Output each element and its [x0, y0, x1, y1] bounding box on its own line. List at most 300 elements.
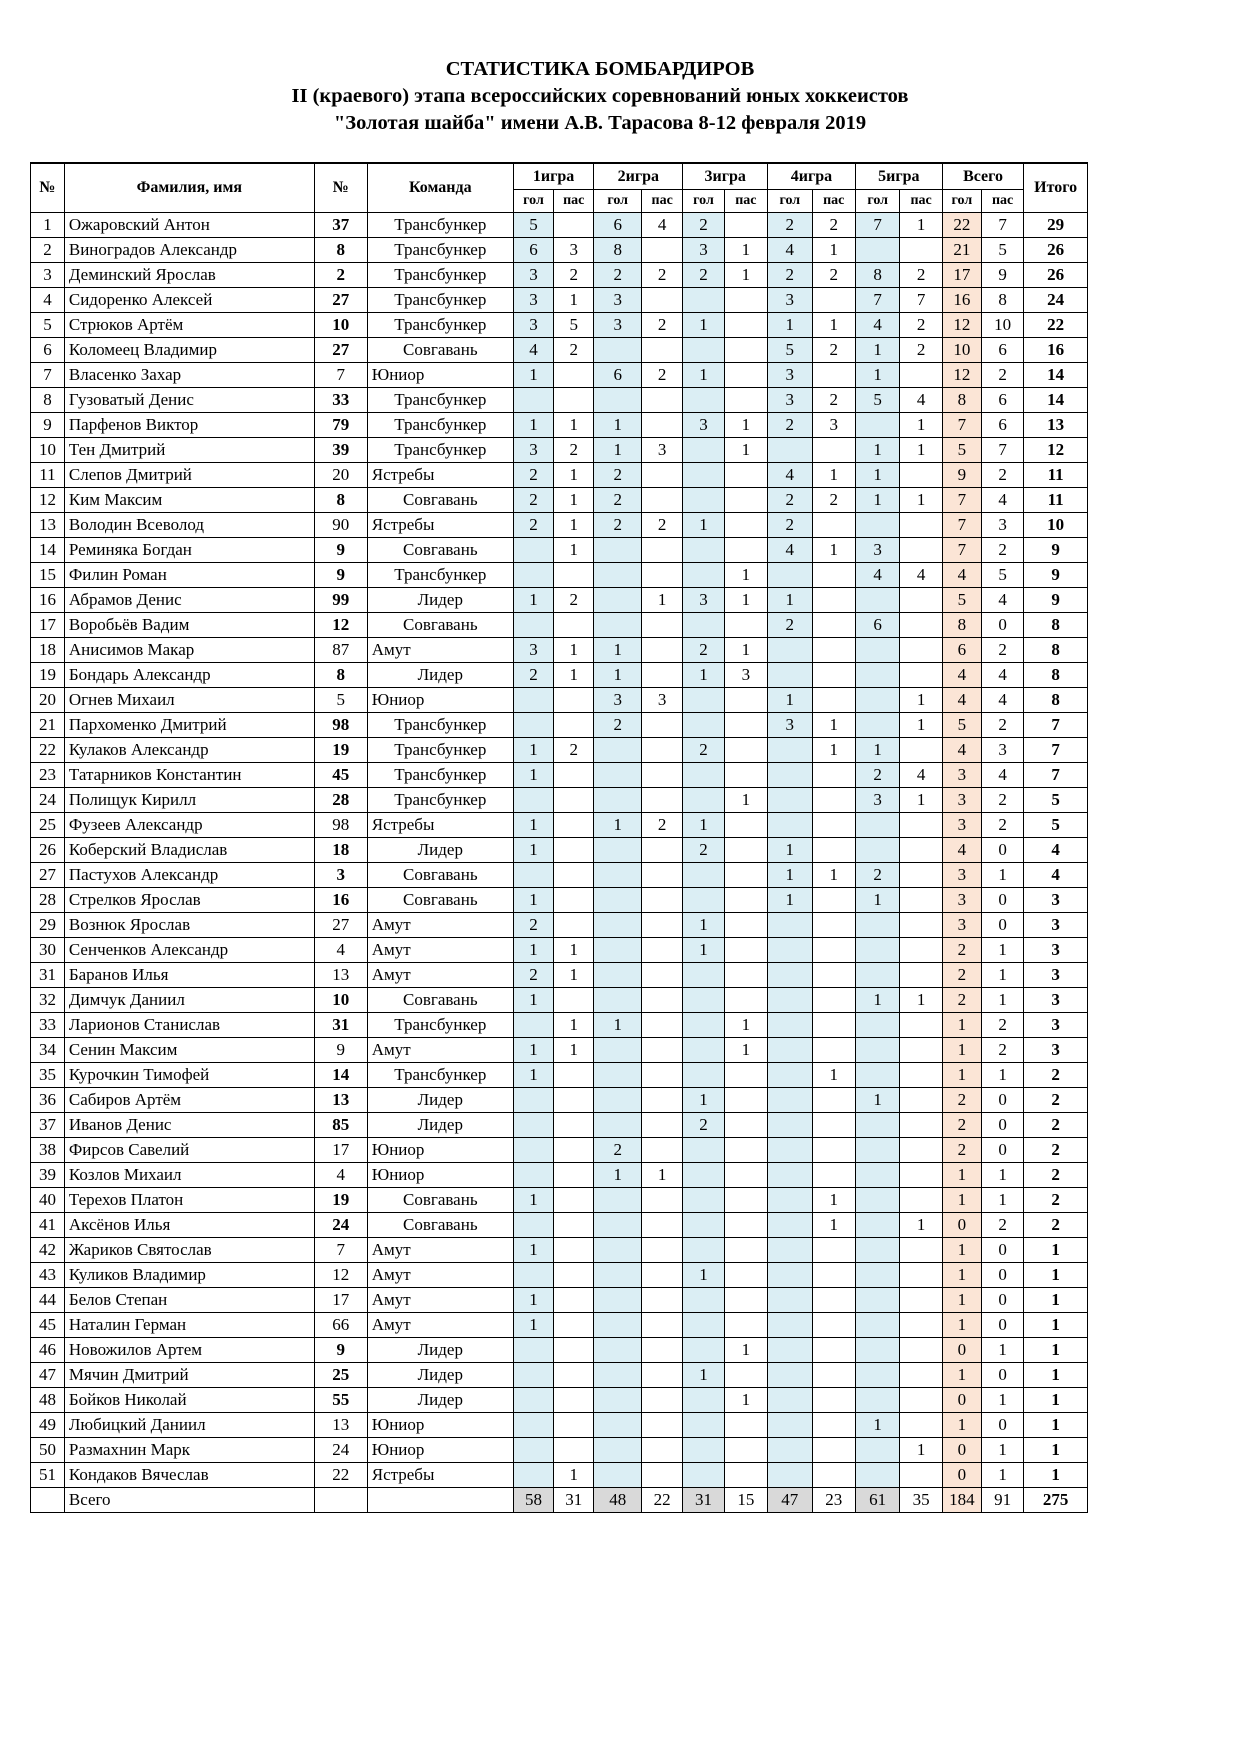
- player-team: Лидер: [367, 1338, 513, 1363]
- total-assists: 2: [981, 538, 1023, 563]
- game-assists: [812, 438, 855, 463]
- row-number: 23: [31, 763, 65, 788]
- player-team: Совгавань: [367, 888, 513, 913]
- player-jersey: 10: [314, 988, 367, 1013]
- player-team: Амут: [367, 1238, 513, 1263]
- total-assists: 7: [981, 213, 1023, 238]
- player-name: Сенченков Александр: [64, 938, 314, 963]
- player-jersey: 2: [314, 263, 367, 288]
- row-number: 48: [31, 1388, 65, 1413]
- game-assists: [900, 1163, 942, 1188]
- total-goals: 0: [942, 1213, 981, 1238]
- game-assists: [900, 538, 942, 563]
- game-assists: [642, 488, 683, 513]
- game-assists: [724, 1238, 767, 1263]
- player-jersey: 9: [314, 1338, 367, 1363]
- game-goals: [683, 1038, 724, 1063]
- game-goals: 2: [594, 713, 642, 738]
- player-jersey: 7: [314, 363, 367, 388]
- player-jersey: 13: [314, 1413, 367, 1438]
- game-goals: [683, 1463, 724, 1488]
- player-name: Реминяка Богдан: [64, 538, 314, 563]
- game-goals: 1: [513, 1313, 553, 1338]
- game-assists: [642, 613, 683, 638]
- points-total: 1: [1024, 1338, 1088, 1363]
- total-goals: 7: [942, 513, 981, 538]
- player-team: Амут: [367, 1263, 513, 1288]
- total-goals: 3: [942, 813, 981, 838]
- game-assists: [900, 1188, 942, 1213]
- total-assists: 0: [981, 1113, 1023, 1138]
- game-assists: [812, 1338, 855, 1363]
- game-assists: [554, 1413, 594, 1438]
- game-assists: [812, 763, 855, 788]
- game-assists: 3: [554, 238, 594, 263]
- game-goals: 1: [594, 663, 642, 688]
- game-assists: [812, 588, 855, 613]
- game-goals: [855, 1363, 899, 1388]
- total-assists: 0: [981, 1238, 1023, 1263]
- game-goals: 1: [513, 1063, 553, 1088]
- total-assists: 9: [981, 263, 1023, 288]
- game-goals: [594, 888, 642, 913]
- game-goals: [768, 1213, 812, 1238]
- table-row: [31, 688, 1088, 713]
- table-row: [31, 913, 1088, 938]
- game-assists: [724, 738, 767, 763]
- game-assists: [554, 838, 594, 863]
- totals-assist: 15: [724, 1488, 767, 1513]
- game-goals: [683, 438, 724, 463]
- row-number: 9: [31, 413, 65, 438]
- total-goals: 21: [942, 238, 981, 263]
- player-jersey: 8: [314, 488, 367, 513]
- game-goals: 3: [683, 238, 724, 263]
- row-number: 5: [31, 313, 65, 338]
- row-number: 46: [31, 1338, 65, 1363]
- game-goals: 1: [855, 438, 899, 463]
- game-goals: [513, 1213, 553, 1238]
- player-jersey: 12: [314, 1263, 367, 1288]
- game-goals: [594, 763, 642, 788]
- totals-jersey: [314, 1488, 367, 1513]
- totals-team: [367, 1488, 513, 1513]
- total-goals: 6: [942, 638, 981, 663]
- game-assists: [642, 538, 683, 563]
- game-goals: 1: [768, 863, 812, 888]
- game-goals: [683, 388, 724, 413]
- table-row: [31, 613, 1088, 638]
- player-name: Слепов Дмитрий: [64, 463, 314, 488]
- game-assists: 2: [554, 263, 594, 288]
- player-name: Стрелков Ярослав: [64, 888, 314, 913]
- total-assists: 4: [981, 688, 1023, 713]
- game-goals: [768, 1313, 812, 1338]
- player-jersey: 3: [314, 863, 367, 888]
- row-number: 2: [31, 238, 65, 263]
- game-goals: 2: [855, 863, 899, 888]
- player-jersey: 98: [314, 813, 367, 838]
- table-row: [31, 1188, 1088, 1213]
- game-goals: [594, 1463, 642, 1488]
- header-goal: гол: [513, 190, 553, 213]
- game-assists: 1: [812, 313, 855, 338]
- game-goals: 1: [594, 1163, 642, 1188]
- game-goals: 1: [683, 1088, 724, 1113]
- game-assists: 1: [724, 788, 767, 813]
- player-team: Трансбункер: [367, 263, 513, 288]
- row-number: 28: [31, 888, 65, 913]
- player-jersey: 39: [314, 438, 367, 463]
- total-goals: 2: [942, 1113, 981, 1138]
- game-assists: 2: [554, 738, 594, 763]
- game-assists: [554, 388, 594, 413]
- points-total: 11: [1024, 463, 1088, 488]
- game-assists: [642, 1338, 683, 1363]
- game-goals: [594, 1063, 642, 1088]
- game-assists: 2: [554, 338, 594, 363]
- game-assists: [812, 963, 855, 988]
- total-goals: 2: [942, 1138, 981, 1163]
- game-assists: 1: [812, 713, 855, 738]
- game-assists: 1: [724, 1388, 767, 1413]
- game-assists: 5: [554, 313, 594, 338]
- game-assists: 1: [724, 413, 767, 438]
- game-assists: 1: [642, 1163, 683, 1188]
- game-assists: 2: [642, 363, 683, 388]
- player-name: Вознюк Ярослав: [64, 913, 314, 938]
- points-total: 5: [1024, 813, 1088, 838]
- game-assists: 1: [812, 463, 855, 488]
- total-goals: 3: [942, 888, 981, 913]
- game-goals: [768, 1188, 812, 1213]
- player-jersey: 27: [314, 338, 367, 363]
- game-goals: 1: [513, 588, 553, 613]
- game-goals: [768, 563, 812, 588]
- total-assists: 0: [981, 1288, 1023, 1313]
- points-total: 3: [1024, 963, 1088, 988]
- game-assists: 1: [900, 788, 942, 813]
- total-goals: 4: [942, 838, 981, 863]
- game-goals: [683, 1288, 724, 1313]
- row-number: 4: [31, 288, 65, 313]
- scorers-table: [30, 162, 1088, 1513]
- game-goals: [594, 1388, 642, 1413]
- game-assists: 1: [554, 288, 594, 313]
- game-goals: [855, 1263, 899, 1288]
- player-team: Амут: [367, 638, 513, 663]
- game-goals: 3: [594, 313, 642, 338]
- player-team: Трансбункер: [367, 438, 513, 463]
- player-jersey: 55: [314, 1388, 367, 1413]
- game-goals: 1: [855, 988, 899, 1013]
- player-team: Совгавань: [367, 488, 513, 513]
- row-number: 18: [31, 638, 65, 663]
- game-goals: 1: [513, 1238, 553, 1263]
- game-assists: [642, 1313, 683, 1338]
- table-row: [31, 663, 1088, 688]
- game-goals: 1: [594, 413, 642, 438]
- total-assists: 1: [981, 1388, 1023, 1413]
- game-goals: [594, 788, 642, 813]
- game-assists: [642, 713, 683, 738]
- game-goals: 4: [513, 338, 553, 363]
- player-team: Ястребы: [367, 1463, 513, 1488]
- game-goals: [683, 563, 724, 588]
- game-goals: [855, 1113, 899, 1138]
- game-goals: [768, 1288, 812, 1313]
- total-assists: 6: [981, 338, 1023, 363]
- game-goals: 2: [768, 513, 812, 538]
- header-assist: пас: [724, 190, 767, 213]
- game-assists: [812, 1038, 855, 1063]
- total-assists: 0: [981, 1138, 1023, 1163]
- points-total: 2: [1024, 1213, 1088, 1238]
- points-total: 3: [1024, 938, 1088, 963]
- game-goals: [513, 1138, 553, 1163]
- player-team: Ястребы: [367, 513, 513, 538]
- total-assists: 0: [981, 613, 1023, 638]
- game-goals: [683, 613, 724, 638]
- game-assists: 1: [812, 863, 855, 888]
- game-goals: [513, 788, 553, 813]
- game-assists: [812, 838, 855, 863]
- header-team: Команда: [367, 163, 513, 213]
- total-assists: 8: [981, 288, 1023, 313]
- game-assists: [642, 1288, 683, 1313]
- player-team: Юниор: [367, 688, 513, 713]
- game-goals: [855, 1338, 899, 1363]
- game-assists: [724, 913, 767, 938]
- total-goals: 5: [942, 713, 981, 738]
- game-assists: [642, 1363, 683, 1388]
- points-total: 2: [1024, 1163, 1088, 1188]
- game-assists: [554, 1113, 594, 1138]
- game-goals: [768, 1463, 812, 1488]
- total-goals: 1: [942, 1313, 981, 1338]
- row-number: 12: [31, 488, 65, 513]
- points-total: 3: [1024, 1038, 1088, 1063]
- game-goals: 1: [768, 313, 812, 338]
- game-assists: [812, 788, 855, 813]
- row-number: 8: [31, 388, 65, 413]
- total-assists: 6: [981, 413, 1023, 438]
- total-goals: 4: [942, 663, 981, 688]
- total-goals: 1: [942, 1163, 981, 1188]
- game-goals: 8: [855, 263, 899, 288]
- player-jersey: 13: [314, 963, 367, 988]
- game-goals: [855, 1438, 899, 1463]
- total-assists: 10: [981, 313, 1023, 338]
- game-goals: [594, 1113, 642, 1138]
- game-goals: 1: [855, 488, 899, 513]
- total-goals: 22: [942, 213, 981, 238]
- player-name: Воробьёв Вадим: [64, 613, 314, 638]
- game-goals: 1: [513, 838, 553, 863]
- table-row: [31, 238, 1088, 263]
- header-goal: гол: [594, 190, 642, 213]
- game-goals: [855, 1213, 899, 1238]
- player-team: Трансбункер: [367, 738, 513, 763]
- game-goals: [594, 338, 642, 363]
- points-total: 3: [1024, 888, 1088, 913]
- row-number: 31: [31, 963, 65, 988]
- game-goals: [855, 1138, 899, 1163]
- game-goals: 1: [683, 1263, 724, 1288]
- player-name: Баранов Илья: [64, 963, 314, 988]
- game-goals: [594, 1338, 642, 1363]
- game-goals: 6: [594, 363, 642, 388]
- game-assists: 1: [554, 663, 594, 688]
- total-goals: 5: [942, 588, 981, 613]
- game-goals: [768, 1413, 812, 1438]
- row-number: 36: [31, 1088, 65, 1113]
- game-goals: 1: [683, 913, 724, 938]
- game-goals: [594, 863, 642, 888]
- game-goals: [768, 1338, 812, 1363]
- game-goals: [594, 588, 642, 613]
- game-assists: 1: [812, 1188, 855, 1213]
- header-goal: гол: [768, 190, 812, 213]
- game-goals: 2: [594, 513, 642, 538]
- points-total: 2: [1024, 1063, 1088, 1088]
- row-number: 15: [31, 563, 65, 588]
- player-name: Новожилов Артем: [64, 1338, 314, 1363]
- game-assists: 1: [554, 463, 594, 488]
- game-goals: 1: [513, 1038, 553, 1063]
- game-goals: 3: [683, 413, 724, 438]
- game-assists: [554, 1388, 594, 1413]
- player-jersey: 12: [314, 613, 367, 638]
- game-goals: [768, 1263, 812, 1288]
- game-assists: 1: [724, 438, 767, 463]
- total-goals: 4: [942, 688, 981, 713]
- game-assists: [900, 1463, 942, 1488]
- table-row: [31, 388, 1088, 413]
- player-name: Виноградов Александр: [64, 238, 314, 263]
- header-game-5: 5игра: [855, 163, 942, 190]
- game-goals: [683, 1413, 724, 1438]
- player-name: Полищук Кирилл: [64, 788, 314, 813]
- game-goals: [594, 1313, 642, 1338]
- player-jersey: 87: [314, 638, 367, 663]
- game-goals: [768, 738, 812, 763]
- game-assists: [554, 1163, 594, 1188]
- points-total: 14: [1024, 363, 1088, 388]
- total-goals: 1: [942, 1063, 981, 1088]
- game-assists: [724, 1188, 767, 1213]
- title-block: [0, 56, 1200, 137]
- game-goals: [768, 763, 812, 788]
- game-goals: 2: [513, 513, 553, 538]
- game-goals: 1: [594, 813, 642, 838]
- row-number: 17: [31, 613, 65, 638]
- game-goals: 5: [768, 338, 812, 363]
- game-goals: [683, 988, 724, 1013]
- header-num: №: [31, 163, 65, 213]
- game-goals: [768, 938, 812, 963]
- player-jersey: 14: [314, 1063, 367, 1088]
- player-name: Иванов Денис: [64, 1113, 314, 1138]
- game-assists: 4: [900, 388, 942, 413]
- game-goals: [855, 1013, 899, 1038]
- game-assists: [642, 463, 683, 488]
- game-goals: 2: [768, 488, 812, 513]
- total-assists: 2: [981, 1013, 1023, 1038]
- row-number: 51: [31, 1463, 65, 1488]
- table-row: [31, 1163, 1088, 1188]
- game-assists: [900, 738, 942, 763]
- game-assists: [642, 988, 683, 1013]
- row-number: 24: [31, 788, 65, 813]
- game-goals: [594, 1288, 642, 1313]
- game-assists: [724, 1113, 767, 1138]
- total-goals: 4: [942, 738, 981, 763]
- game-goals: [594, 1438, 642, 1463]
- total-assists: 0: [981, 1088, 1023, 1113]
- game-goals: 1: [513, 1288, 553, 1313]
- total-goals: 3: [942, 788, 981, 813]
- game-goals: [855, 1163, 899, 1188]
- player-jersey: 22: [314, 1463, 367, 1488]
- table-row: [31, 813, 1088, 838]
- game-goals: [513, 1438, 553, 1463]
- game-goals: 1: [513, 413, 553, 438]
- points-total: 4: [1024, 863, 1088, 888]
- game-assists: [642, 1113, 683, 1138]
- player-name: Сидоренко Алексей: [64, 288, 314, 313]
- row-number: 39: [31, 1163, 65, 1188]
- game-assists: [900, 838, 942, 863]
- game-assists: [554, 1313, 594, 1338]
- game-assists: 2: [812, 388, 855, 413]
- player-name: Белов Степан: [64, 1288, 314, 1313]
- game-assists: 2: [554, 438, 594, 463]
- totals-assist: 31: [554, 1488, 594, 1513]
- game-assists: [724, 688, 767, 713]
- total-assists: 2: [981, 713, 1023, 738]
- game-assists: 1: [900, 488, 942, 513]
- game-goals: [683, 963, 724, 988]
- game-goals: 2: [683, 638, 724, 663]
- game-assists: [900, 663, 942, 688]
- points-total: 13: [1024, 413, 1088, 438]
- game-goals: [768, 1238, 812, 1263]
- game-goals: [513, 1463, 553, 1488]
- game-assists: 1: [812, 538, 855, 563]
- game-goals: [768, 1038, 812, 1063]
- game-assists: 1: [900, 713, 942, 738]
- game-goals: 1: [683, 1363, 724, 1388]
- row-number: 6: [31, 338, 65, 363]
- game-assists: [642, 1263, 683, 1288]
- game-assists: [900, 638, 942, 663]
- game-assists: [900, 938, 942, 963]
- game-assists: [900, 863, 942, 888]
- header-assist: пас: [812, 190, 855, 213]
- row-number: 25: [31, 813, 65, 838]
- game-assists: 1: [554, 488, 594, 513]
- header-itogo: Итого: [1024, 163, 1088, 213]
- title-line-1: СТАТИСТИКА БОМБАРДИРОВ: [445, 58, 755, 80]
- game-goals: 1: [855, 338, 899, 363]
- game-goals: 1: [513, 363, 553, 388]
- player-jersey: 17: [314, 1138, 367, 1163]
- game-goals: [594, 838, 642, 863]
- game-assists: [642, 1238, 683, 1263]
- game-assists: [554, 1288, 594, 1313]
- game-assists: 2: [642, 513, 683, 538]
